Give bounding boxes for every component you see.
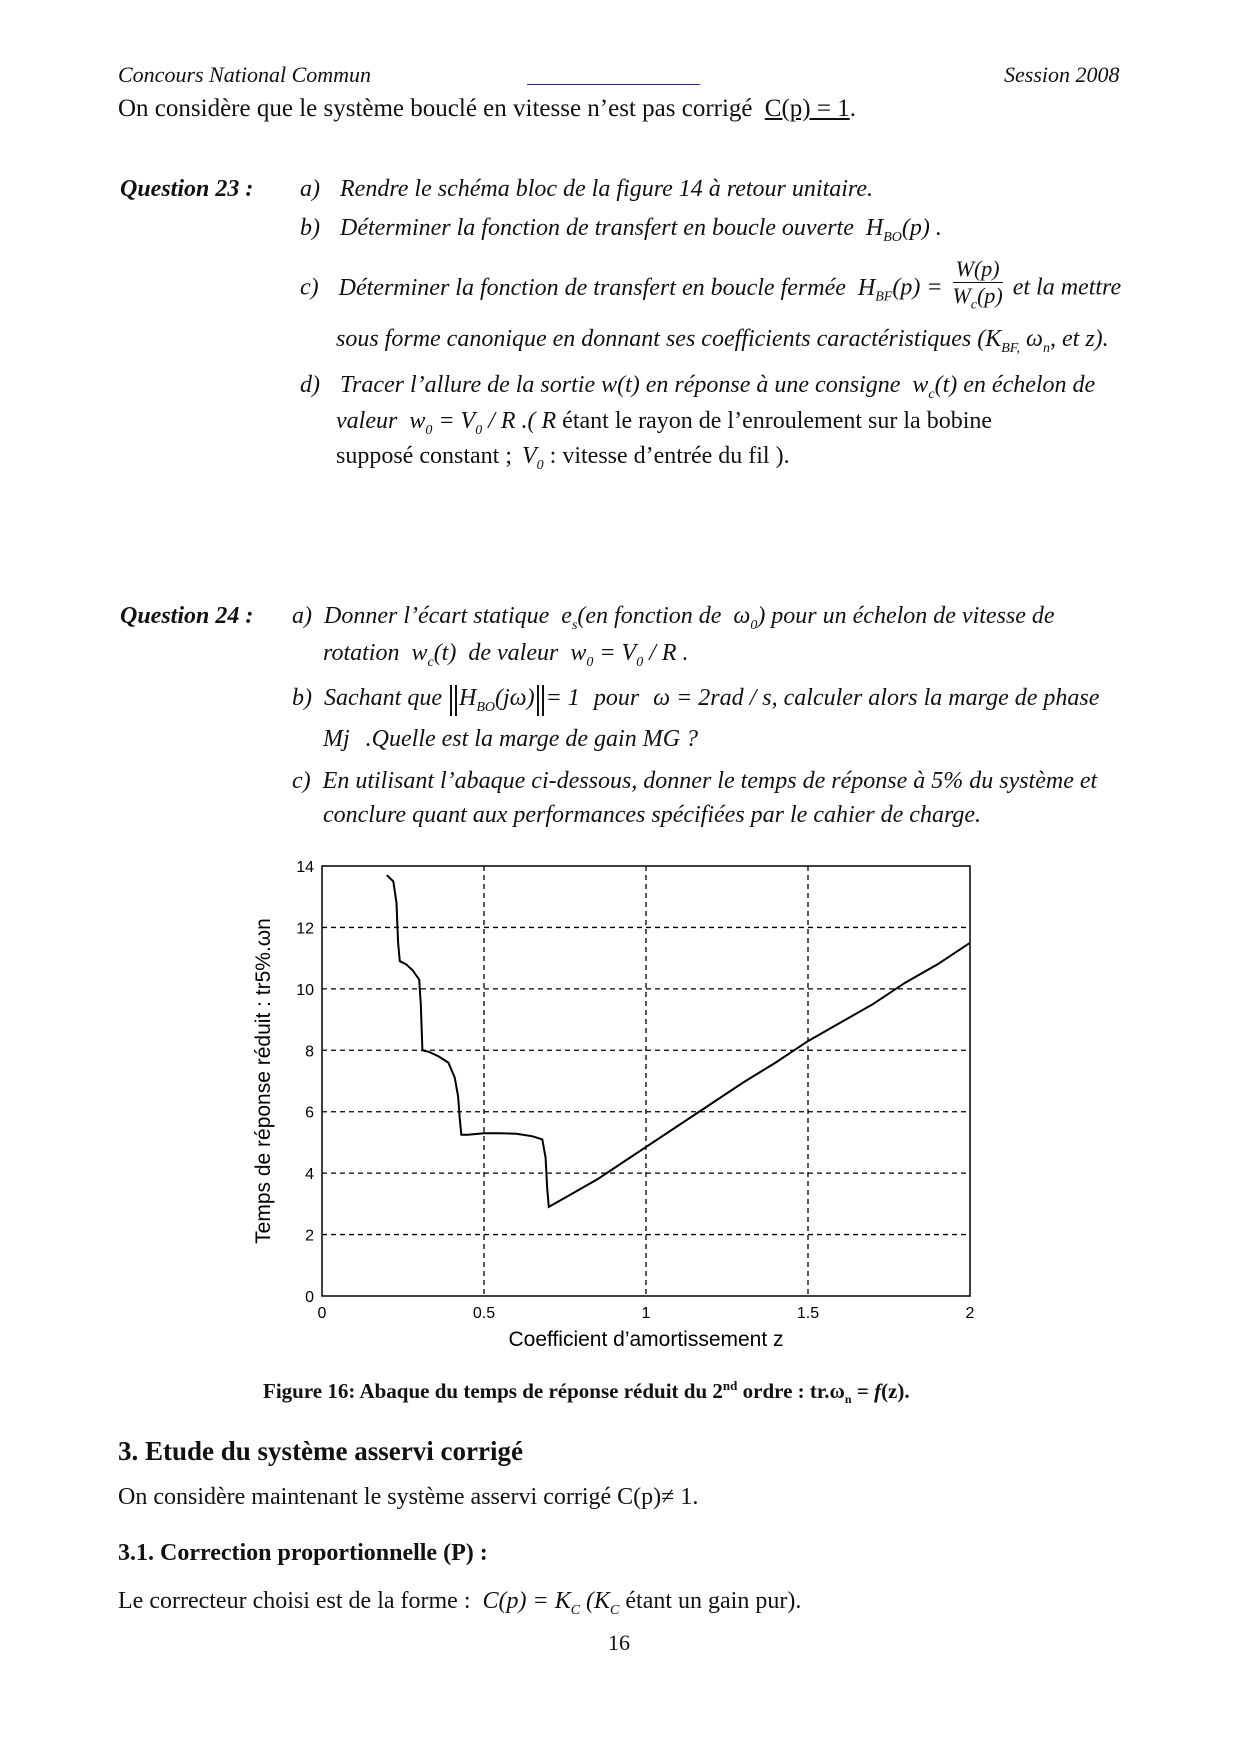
chart-y-tick-label: 2: [305, 1227, 314, 1245]
q23-b-sub: BO: [883, 229, 902, 245]
q23-b-letter: b): [300, 215, 320, 241]
q23-a-letter: a): [300, 176, 320, 202]
q23-c-den: $W_c(p)$: [952, 283, 1003, 313]
q23-b-text: Déterminer la fonction de transfert en boucle ouverte: [340, 215, 854, 241]
chart-x-tick-label: 1.5: [796, 1305, 820, 1322]
chart-y-tick-label: 6: [305, 1104, 314, 1122]
q23-label: Question 23 :: [120, 176, 254, 202]
q23-a: [300, 176, 873, 203]
q23-c-fraction: [953, 256, 1003, 318]
page-number: 16: [608, 1630, 630, 1655]
intro-cp: C(p) = 1: [764, 95, 850, 122]
chart-figure-16: [230, 858, 990, 1348]
chart-grid: [322, 866, 970, 1296]
figure-caption: Figure 16: Abaque du temps de réponse réduit du 2nd ordre : $tr.\omega_n = f(z)$.: [263, 1378, 910, 1407]
section-31-title: 3.1. Correction proportionnelle (P) :: [118, 1540, 488, 1566]
chart-y-tick-label: 14: [296, 859, 314, 876]
q23-d-letter: d): [300, 372, 320, 398]
intro-line: On considère que le système bouclé en vitesse n’est pas corrigé C(p) = 1.: [118, 95, 856, 122]
q24-b: b) Sachant que $H_{BO}(j\omega) = 1$ pour ω = 2rad / s, calculer alors la marge de phase: [292, 685, 1100, 715]
q23-b: [300, 215, 942, 246]
header-right: Session 2008: [1004, 62, 1120, 87]
chart-y-tick-label: 4: [305, 1166, 314, 1184]
q23-c: [300, 258, 1121, 320]
q23-d-line2: valeur $w_0 = V_0 / R$ .( R étant le rayon de l’enroulement sur la bobine: [336, 408, 993, 438]
q23-d-line3: supposé constant ; $V_0$ : vitesse d’entrée du fil ).: [336, 443, 790, 473]
chart-x-tick-label: 1: [641, 1305, 651, 1322]
q23-c-after: et la mettre: [1012, 274, 1122, 301]
q23-c-text: Déterminer la fonction de transfert en boucle fermée: [338, 274, 846, 301]
q24-c: c) En utilisant l’abaque ci-dessous, donner le temps de réponse à 5% du système et: [292, 768, 1098, 794]
chart-x-tick-label: 0: [317, 1305, 327, 1322]
q24-a-letter: a): [292, 603, 312, 629]
chart-series-line: [387, 875, 970, 1207]
q24-c-letter: c): [292, 768, 311, 794]
chart-x-label: Coefficient d’amortissement z: [508, 1328, 784, 1348]
q23-a-text: Rendre le schéma bloc de la figure 14 à retour unitaire.: [340, 176, 874, 202]
chart-y-label: Temps de réponse réduit : tr5%.ωn: [252, 918, 275, 1244]
intro-text: On considère que le système bouclé en vitesse n’est pas corrigé: [118, 95, 753, 122]
section-3-text: On considère maintenant le système asservi corrigé C(p)≠ 1.: [118, 1484, 699, 1510]
q24-label: Question 24 :: [120, 603, 254, 629]
q23-c-sym: H: [857, 274, 876, 301]
q23-c-letter: c): [300, 274, 319, 301]
q23-c-arg: (p) =: [892, 274, 943, 301]
q24-c-line2: conclure quant aux performances spécifiées par le cahier de charge.: [323, 802, 982, 828]
header-separator: [527, 84, 700, 85]
q24-a-line2: rotation $w_c(t)$ de valeur $w_0 = V_0 / R$ .: [323, 640, 689, 670]
q23-c-num: W(p): [953, 256, 1003, 283]
section-3-title: 3. Etude du système asservi corrigé: [118, 1436, 523, 1466]
q23-c-line2: sous forme canonique en donnant ses coefficients caractéristiques ($K_{BF,}$ $\omega_n$, et z).: [336, 326, 1109, 356]
q23-d: d) Tracer l’allure de la sortie w(t) en réponse à une consigne $w_c(t)$ en échelon de: [300, 372, 1096, 402]
q24-b-norm: $H_{BO}(j\omega)$: [450, 685, 544, 716]
q24-a: a) Donner l’écart statique $e_s(en$ fonction de $\omega_0$) pour un échelon de vitesse de: [292, 603, 1055, 633]
q23-c-sub: BF: [875, 289, 893, 305]
chart-x-tick-label: 0.5: [472, 1305, 496, 1322]
chart-y-tick-label: 0: [305, 1289, 314, 1306]
chart-y-tick-label: 12: [296, 920, 314, 938]
q24-b-line2: Mj .Quelle est la marge de gain MG ?: [323, 726, 699, 752]
q23-b-arg: (p) .: [901, 215, 942, 241]
chart-y-tick-label: 8: [305, 1043, 314, 1061]
q24-b-letter: b): [292, 685, 312, 711]
chart-x-tick-label: 2: [965, 1305, 975, 1322]
section-31-text: Le correcteur choisi est de la forme : $C(p) = K_C$ ($K_C$ étant un gain pur).: [118, 1588, 802, 1618]
header-left: Concours National Commun: [118, 62, 372, 87]
q23-b-sym: H: [865, 215, 884, 241]
chart-y-tick-label: 10: [296, 981, 314, 999]
